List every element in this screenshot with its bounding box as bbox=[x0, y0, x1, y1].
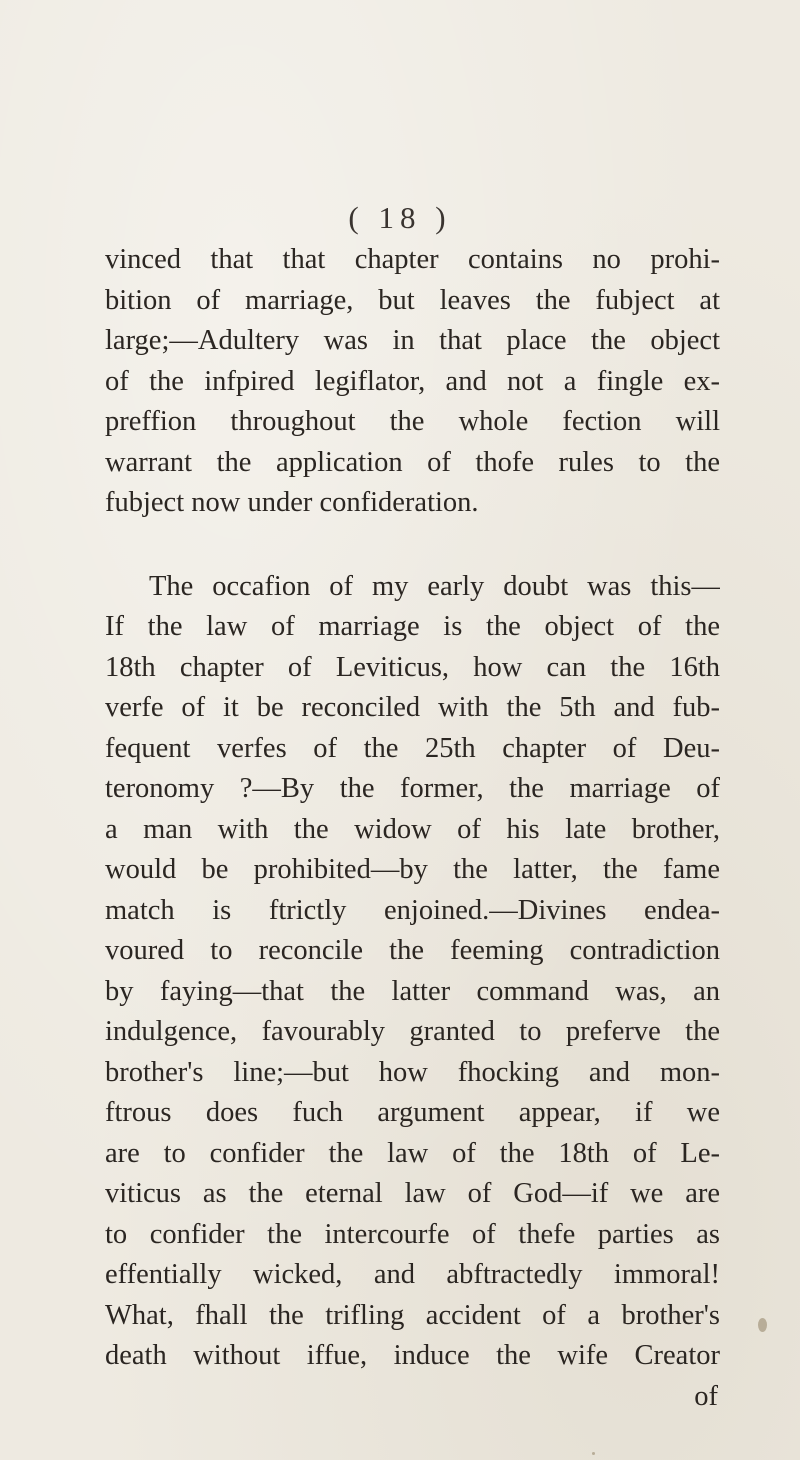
text-line: effentially wicked, and abftractedly immoral! bbox=[105, 1259, 720, 1290]
text-line: fubject now under confideration. bbox=[105, 487, 479, 518]
paragraph-gap bbox=[105, 524, 720, 567]
text-line: are to confider the law of the 18th of Le- bbox=[105, 1137, 720, 1169]
paragraph-2 bbox=[105, 567, 720, 1377]
paragraph-1 bbox=[105, 240, 720, 524]
text-line: death without iffue, induce the wife Creator bbox=[105, 1340, 720, 1371]
text-line: of the infpired legiflator, and not a fingle ex- bbox=[105, 365, 720, 397]
paper-speck bbox=[592, 1452, 595, 1455]
text-line: preffion throughout the whole fection will bbox=[105, 406, 720, 437]
text-line: a man with the widow of his late brother, bbox=[105, 813, 720, 845]
text-line: viticus as the eternal law of God—if we are bbox=[105, 1178, 720, 1209]
text-line: match is ftrictly enjoined.—Divines endea- bbox=[105, 894, 720, 926]
page-text bbox=[105, 240, 720, 1417]
text-line: verfe of it be reconciled with the 5th and fub- bbox=[105, 692, 720, 723]
text-line: fequent verfes of the 25th chapter of Deu- bbox=[105, 732, 720, 764]
page-number: ( 18 ) bbox=[348, 200, 452, 235]
text-line: vinced that that chapter contains no prohi- bbox=[105, 244, 720, 275]
text-line: bition of marriage, but leaves the fubject at bbox=[105, 284, 720, 316]
text-line: large;—Adultery was in that place the object bbox=[105, 325, 720, 356]
text-line: by faying—that the latter command was, an bbox=[105, 975, 720, 1007]
catchword: of bbox=[694, 1380, 718, 1412]
text-line: teronomy ?—By the former, the marriage of bbox=[105, 773, 720, 804]
text-line: indulgence, favourably granted to preferve the bbox=[105, 1016, 720, 1047]
text-line: to confider the intercourfe of thefe parties as bbox=[105, 1218, 720, 1250]
text-line: 18th chapter of Leviticus, how can the 16th bbox=[105, 651, 720, 683]
text-line: ftrous does fuch argument appear, if we bbox=[105, 1097, 720, 1128]
paper-speck bbox=[758, 1318, 767, 1332]
text-line: would be prohibited—by the latter, the fame bbox=[105, 854, 720, 885]
text-line: If the law of marriage is the object of the bbox=[105, 611, 720, 642]
text-line: brother's line;—but how fhocking and mon- bbox=[105, 1056, 720, 1088]
text-line: warrant the application of thofe rules to the bbox=[105, 446, 720, 478]
text-line: voured to reconcile the feeming contradiction bbox=[105, 935, 720, 966]
text-line: What, fhall the trifling accident of a brother's bbox=[105, 1299, 720, 1331]
text-line: The occafion of my early doubt was this— bbox=[149, 570, 720, 602]
